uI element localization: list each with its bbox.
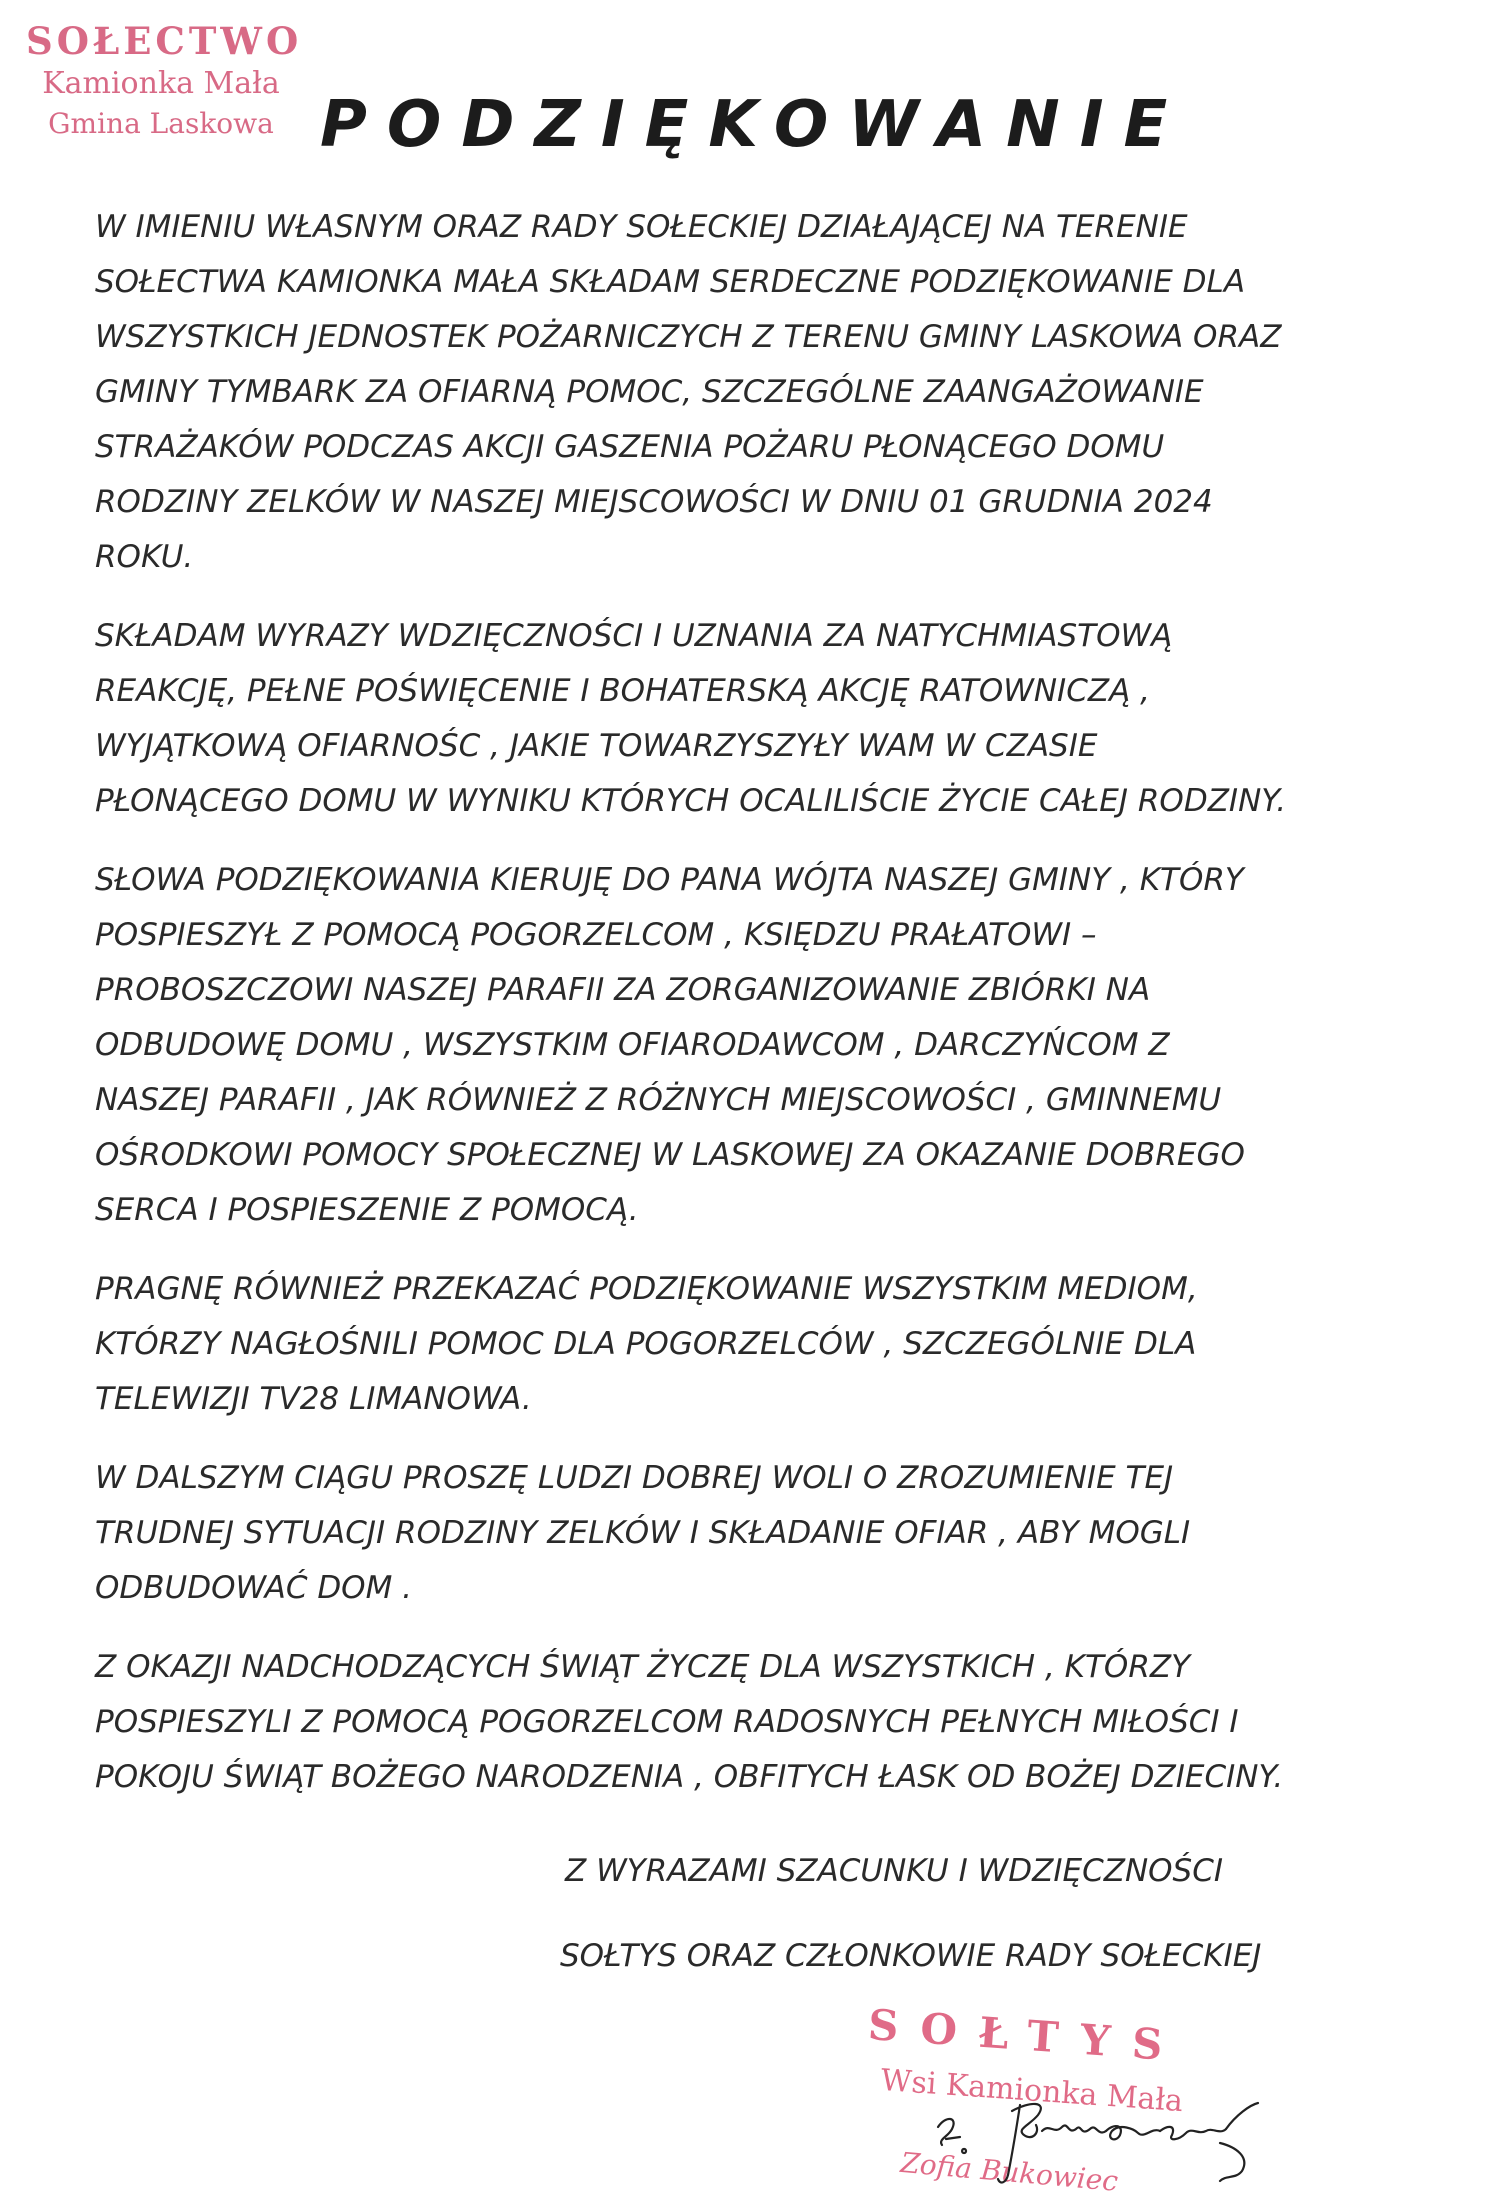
text-line: POKOJU ŚWIĄT BOŻEGO NARODZENIA , OBFITYCH ŁASK OD BOŻEJ DZIECINY. <box>95 1759 1284 1795</box>
stamp-line-1: SOŁECTWO <box>26 19 303 63</box>
closing-regards: Z WYRAZAMI SZACUNKU I WDZIĘCZNOŚCI <box>565 1853 1224 1889</box>
paragraph-6 <box>95 1640 1385 1805</box>
stamp-line-3: Gmina Laskowa <box>48 107 274 140</box>
letter-body <box>95 200 1385 1829</box>
stamp-line-3: Zofia Bukowiec <box>899 2146 1120 2198</box>
text-line: W DALSZYM CIĄGU PROSZĘ LUDZI DOBREJ WOLI O ZROZUMIENIE TEJ <box>95 1460 1174 1496</box>
text-line: NASZEJ PARAFII , JAK RÓWNIEŻ Z RÓŻNYCH MIEJSCOWOŚCI , GMINNEMU <box>95 1082 1222 1118</box>
stamp-line-2: Kamionka Mała <box>42 66 280 101</box>
paragraph-1 <box>95 200 1385 585</box>
stamp-line-2: Wsi Kamionka Mała <box>879 2063 1185 2120</box>
paragraph-3 <box>95 853 1385 1238</box>
text-line: Z OKAZJI NADCHODZĄCYCH ŚWIĄT ŻYCZĘ DLA WSZYSTKICH , KTÓRZY <box>95 1649 1191 1685</box>
text-line: SERCA I POSPIESZENIE Z POMOCĄ. <box>95 1192 639 1228</box>
text-line: TRUDNEJ SYTUACJI RODZINY ZELKÓW I SKŁADANIE OFIAR , ABY MOGLI <box>95 1515 1191 1551</box>
text-line: GMINY TYMBARK ZA OFIARNĄ POMOC, SZCZEGÓLNE ZAANGAŻOWANIE <box>95 374 1204 410</box>
text-line: W IMIENIU WŁASNYM ORAZ RADY SOŁECKIEJ DZIAŁAJĄCEJ NA TERENIE <box>95 209 1188 245</box>
text-line: POSPIESZYLI Z POMOCĄ POGORZELCOM RADOSNYCH PEŁNYCH MIŁOŚCI I <box>95 1704 1239 1740</box>
text-line: PROBOSZCZOWI NASZEJ PARAFII ZA ZORGANIZOWANIE ZBIÓRKI NA <box>95 972 1151 1008</box>
stamp-line-1: SOŁTYS <box>866 2000 1187 2071</box>
text-line: KTÓRZY NAGŁOŚNILI POMOC DLA POGORZELCÓW , SZCZEGÓLNIE DLA <box>95 1326 1197 1362</box>
text-line: OŚRODKOWI POMOCY SPOŁECZNEJ W LASKOWEJ ZA OKAZANIE DOBREGO <box>95 1137 1245 1173</box>
text-line: SŁOWA PODZIĘKOWANIA KIERUJĘ DO PANA WÓJTA NASZEJ GMINY , KTÓRY <box>95 862 1244 898</box>
paragraph-4 <box>95 1262 1385 1427</box>
text-line: STRAŻAKÓW PODCZAS AKCJI GASZENIA POŻARU PŁONĄCEGO DOMU <box>95 429 1165 465</box>
village-office-stamp <box>26 18 303 144</box>
text-line: ROKU. <box>95 539 194 575</box>
text-line: SOŁECTWA KAMIONKA MAŁA SKŁADAM SERDECZNE PODZIĘKOWANIE DLA <box>95 264 1246 300</box>
closing-signatories: SOŁTYS ORAZ CZŁONKOWIE RADY SOŁECKIEJ <box>560 1938 1262 1974</box>
text-line: REAKCJĘ, PEŁNE POŚWIĘCENIE I BOHATERSKĄ AKCJĘ RATOWNICZĄ , <box>95 673 1150 709</box>
handwritten-signature <box>920 2075 1280 2195</box>
text-line: PŁONĄCEGO DOMU W WYNIKU KTÓRYCH OCALILIŚCIE ŻYCIE CAŁEJ RODZINY. <box>95 783 1287 819</box>
text-line: RODZINY ZELKÓW W NASZEJ MIEJSCOWOŚCI W DNIU 01 GRUDNIA 2024 <box>95 484 1213 520</box>
paragraph-5 <box>95 1451 1385 1616</box>
text-line: POSPIESZYŁ Z POMOCĄ POGORZELCOM , KSIĘDZU PRAŁATOWI – <box>95 917 1097 953</box>
text-line: SKŁADAM WYRAZY WDZIĘCZNOŚCI I UZNANIA ZA NATYCHMIASTOWĄ <box>95 618 1173 654</box>
text-line: PRAGNĘ RÓWNIEŻ PRZEKAZAĆ PODZIĘKOWANIE WSZYSTKIM MEDIOM, <box>95 1271 1198 1307</box>
text-line: ODBUDOWAĆ DOM . <box>95 1570 413 1606</box>
text-line: ODBUDOWĘ DOMU , WSZYSTKIM OFIARODAWCOM , DARCZYŃCOM Z <box>95 1027 1170 1063</box>
text-line: WSZYSTKICH JEDNOSTEK POŻARNICZYCH Z TERENU GMINY LASKOWA ORAZ <box>95 319 1282 355</box>
text-line: TELEWIZJI TV28 LIMANOWA. <box>95 1381 532 1417</box>
document-title: PODZIĘKOWANIE <box>320 88 1188 162</box>
paragraph-2 <box>95 609 1385 829</box>
text-line: WYJĄTKOWĄ OFIARNOŚC , JAKIE TOWARZYSZYŁY WAM W CZASIE <box>95 728 1098 764</box>
